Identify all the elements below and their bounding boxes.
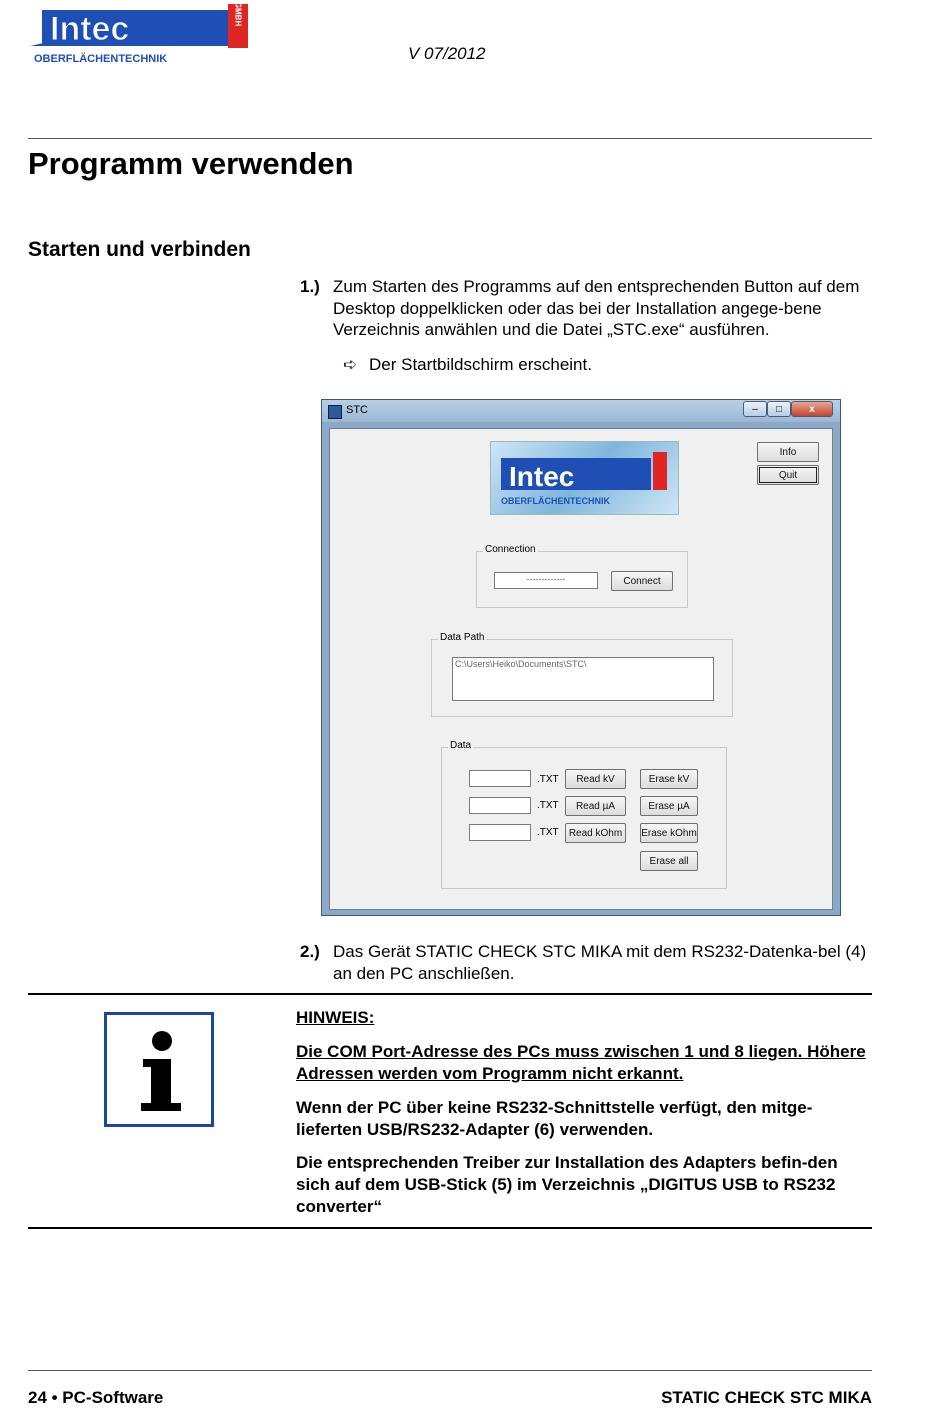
app-logo-subtitle: OBERFLÄCHENTECHNIK xyxy=(501,496,610,506)
stc-app-window xyxy=(321,399,841,916)
step-1-number: 1.) xyxy=(300,277,320,296)
step-1 xyxy=(300,276,872,341)
page-title: Programm verwenden xyxy=(28,146,354,181)
footer-page-label: 24 • PC-Software xyxy=(28,1388,164,1407)
notice-paragraph-3: Die entsprechenden Treiber zur Installation des Adapters befin-den sich auf dem USB-Stick (5) im Verzeichnis „DIGITUS USB to RS232 converter“ xyxy=(296,1153,838,1216)
result-text: Der Startbildschirm erscheint. xyxy=(369,355,592,374)
result-arrow-icon: ➪ xyxy=(343,355,358,374)
erase-all-button[interactable]: Erase all xyxy=(640,851,698,871)
section-heading: Starten und verbinden xyxy=(28,238,251,261)
header-divider xyxy=(28,138,872,139)
window-client-area xyxy=(329,428,833,910)
version-label: V 07/2012 xyxy=(408,44,486,63)
footer-product-label: STATIC CHECK STC MIKA xyxy=(661,1388,872,1407)
quit-button[interactable]: Quit xyxy=(757,465,819,485)
notice-heading-text: HINWEIS: xyxy=(296,1008,375,1027)
erase-ua-button[interactable]: Erase µA xyxy=(640,796,698,816)
connect-button[interactable]: Connect xyxy=(611,571,673,591)
info-icon xyxy=(104,1012,214,1127)
data-legend: Data xyxy=(450,740,472,751)
filename-input-kv[interactable] xyxy=(469,770,531,787)
notice-bottom-rule xyxy=(28,1227,872,1229)
step-2 xyxy=(300,941,872,984)
step-1-text: Zum Starten des Programms auf den entsprechenden Button auf dem Desktop doppelklicken oder das bei der Installation angege-bene Verzeichnis anwählen und die Datei „STC.exe“ ausführen. xyxy=(333,277,860,339)
ext-label-kv: .TXT xyxy=(537,774,559,785)
app-logo-text: Intec xyxy=(509,461,575,492)
footer-divider xyxy=(28,1370,872,1371)
notice-paragraph-1: Die COM Port-Adresse des PCs muss zwischen 1 und 8 liegen. Höhere Adressen werden vom Programm nicht erkannt. xyxy=(296,1042,866,1083)
window-title: STC xyxy=(346,404,368,416)
data-path-group xyxy=(431,632,733,717)
app-logo xyxy=(490,441,679,515)
minimize-button[interactable]: – xyxy=(743,401,767,417)
notice-top-rule xyxy=(28,993,872,995)
close-button[interactable]: x xyxy=(791,401,833,417)
notice-paragraph-2: Wenn der PC über keine RS232-Schnittstelle verfügt, den mitge-lieferten USB/RS232-Adapter (6) verwenden. xyxy=(296,1098,813,1139)
data-group xyxy=(441,740,727,889)
step-2-text: Das Gerät STATIC CHECK STC MIKA mit dem RS232-Datenka-bel (4) an den PC anschließen. xyxy=(333,942,867,983)
step-2-number: 2.) xyxy=(300,942,320,961)
logo-subtitle: OBERFLÄCHENTECHNIK xyxy=(34,53,168,64)
maximize-button[interactable]: □ xyxy=(767,401,791,417)
read-kohm-button[interactable]: Read kOhm xyxy=(565,823,626,843)
company-logo xyxy=(28,2,250,64)
logo-gmbh: GMBH xyxy=(233,2,243,27)
read-ua-button[interactable]: Read µA xyxy=(565,796,626,816)
read-kv-button[interactable]: Read kV xyxy=(565,769,626,789)
data-path-field[interactable]: C:\Users\Heiko\Documents\STC\ xyxy=(452,657,714,701)
connection-legend: Connection xyxy=(485,544,536,555)
step-1-result xyxy=(343,355,592,375)
ext-label-ua: .TXT xyxy=(537,800,559,811)
logo-text: Intec xyxy=(50,10,130,48)
ext-label-kohm: .TXT xyxy=(537,827,559,838)
app-icon xyxy=(328,405,342,419)
data-path-legend: Data Path xyxy=(440,632,485,643)
notice-heading xyxy=(296,1007,872,1029)
erase-kv-button[interactable]: Erase kV xyxy=(640,769,698,789)
connection-group xyxy=(476,544,688,608)
connection-status-field: ------------- xyxy=(494,572,598,589)
window-titlebar xyxy=(322,400,840,422)
filename-input-ua[interactable] xyxy=(469,797,531,814)
erase-kohm-button[interactable]: Erase kOhm xyxy=(640,823,698,843)
info-button[interactable]: Info xyxy=(757,442,819,462)
filename-input-kohm[interactable] xyxy=(469,824,531,841)
